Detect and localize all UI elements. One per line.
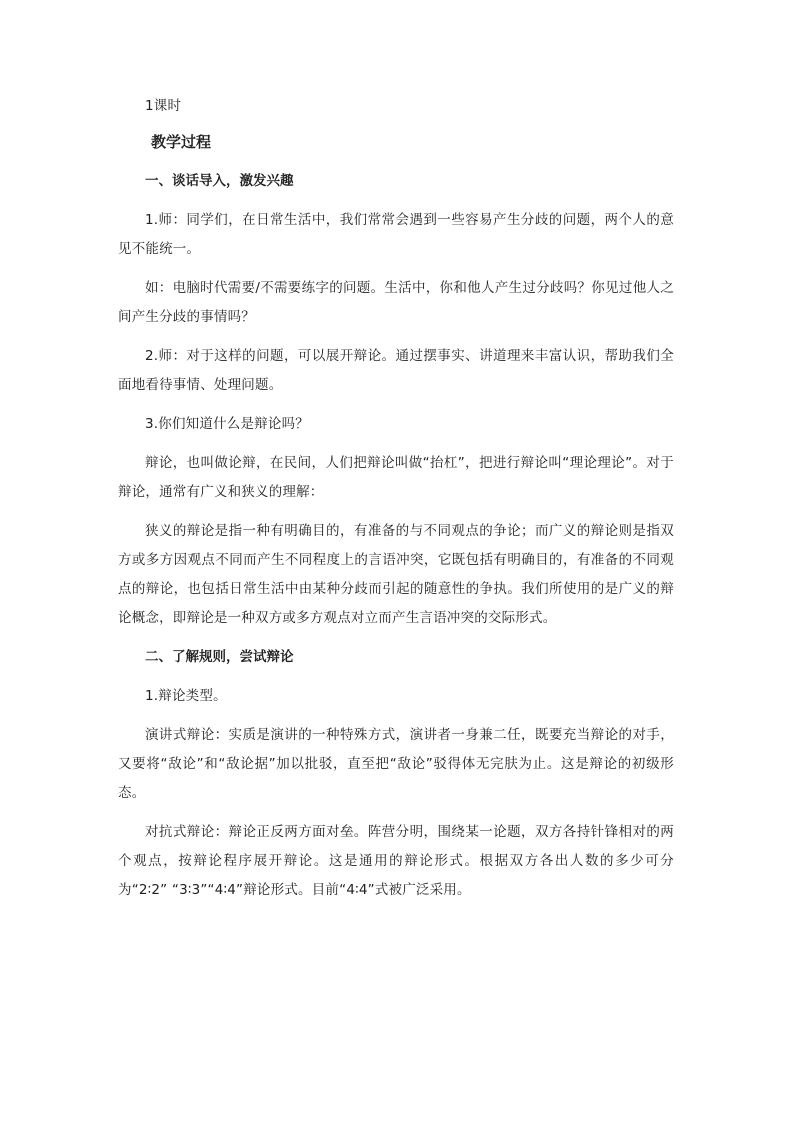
spacer [118, 196, 674, 206]
paragraph: 辩论，也叫做论辩，在民间，人们把辩论叫做“抬杠”，把进行辩论叫“理论理论”。对于辩论，通常有广义和狭义的理解： [118, 455, 674, 500]
spacer [118, 808, 674, 818]
paragraph: 对抗式辩论：辩论正反两方面对垒。阵营分明，围绕某一论题，双方各持针锋相对的两个观点，按辩论程序展开辩论。这是通用的辩论形式。根据双方各出人数的多少可分为“2∶2” “3∶3”“4∶4”辩论形式。目前“4∶4”式被广泛采用。 [118, 824, 674, 898]
spacer [118, 264, 674, 274]
paragraph: 1.师：同学们，在日常生活中，我们常常会遇到一些容易产生分歧的问题，两个人的意见不能统一。 [118, 212, 674, 257]
spacer [118, 633, 674, 643]
document-page [118, 92, 674, 905]
spacer [118, 439, 674, 449]
lesson-time: 1课时 [145, 98, 182, 114]
paragraph: 狭义的辩论是指一种有明确目的，有准备的与不同观点的争论；而广义的辩论则是指双方或多方因观点不同而产生不同程度上的言语冲突，它既包括有明确目的，有准备的不同观点的辩论，也包括日常生活中由某种分歧而引起的随意性的争执。我们所使用的是广义的辩论概念，即辩论是一种双方或多方观点对立而产生言语冲突的交际形式。 [118, 523, 674, 626]
section-heading-1: 一、谈话导入，激发兴趣 [145, 173, 294, 189]
paragraph: 如：电脑时代需要/不需要练字的问题。生活中，你和他人产生过分歧吗？你见过他人之间产生分歧的事情吗？ [118, 280, 674, 325]
spacer [118, 672, 674, 682]
spacer [118, 507, 674, 517]
paragraph: 3.你们知道什么是辩论吗？ [145, 416, 309, 432]
spacer [118, 400, 674, 410]
paragraph: 演讲式辩论：实质是演讲的一种特殊方式，演讲者一身兼二任，既要充当辩论的对手，又要将“敌论”和“敌论据”加以批驳，直至把“敌论”驳得体无完肤为止。这是辩论的初级形态。 [118, 727, 674, 801]
section-heading-2: 二、了解规则，尝试辩论 [145, 649, 294, 665]
paragraph: 1.辩论类型。 [145, 688, 227, 704]
spacer [118, 157, 674, 167]
spacer [118, 711, 674, 721]
paragraph: 2.师：对于这样的问题，可以展开辩论。通过摆事实、讲道理来丰富认识，帮助我们全面地看待事情、处理问题。 [118, 348, 674, 393]
document-title: 教学过程 [151, 133, 212, 151]
spacer [118, 332, 674, 342]
